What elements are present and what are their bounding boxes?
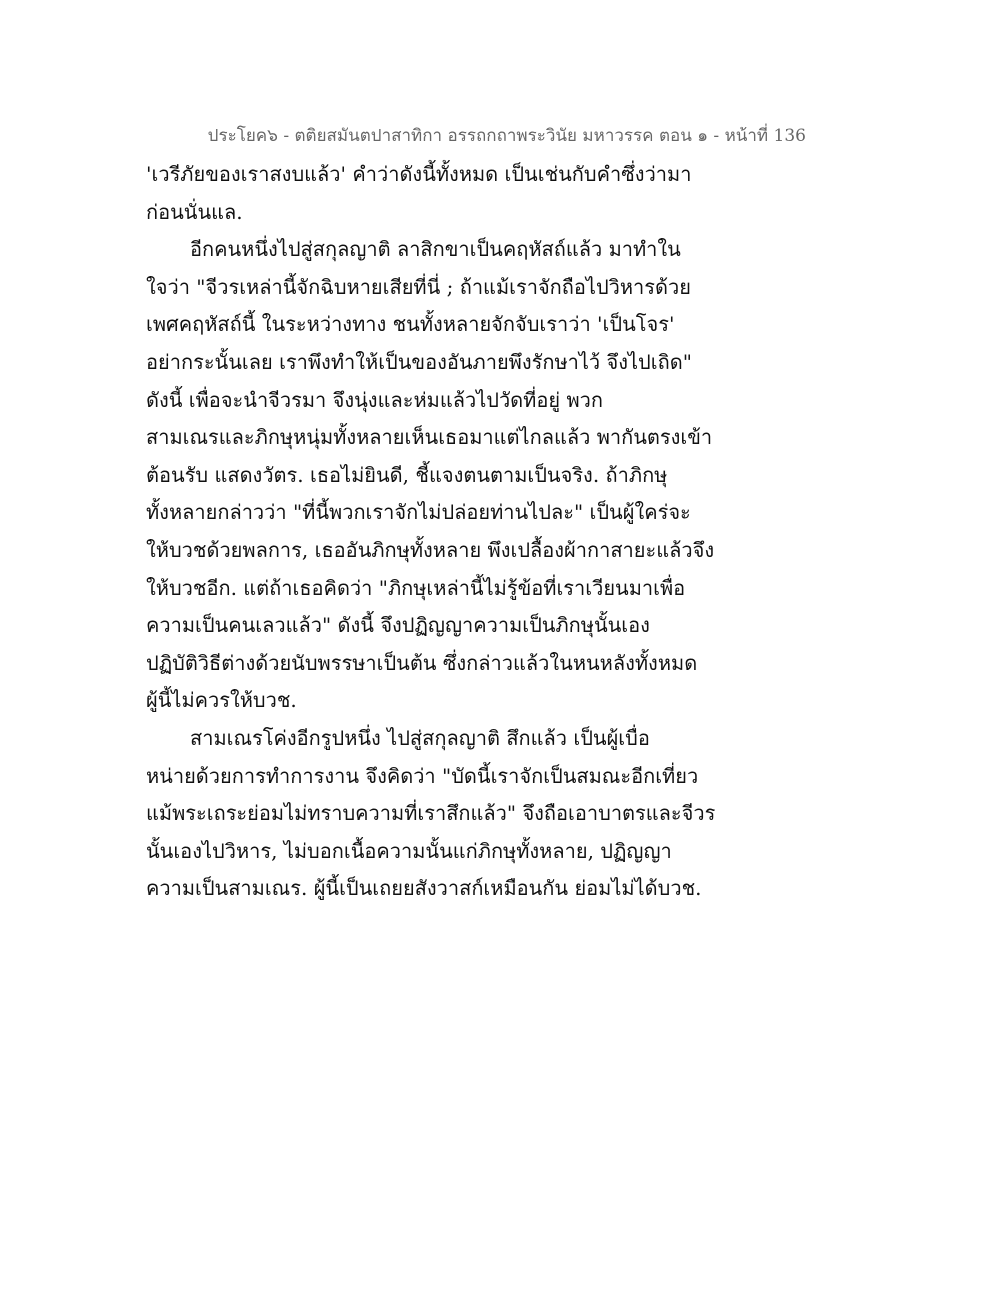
text-line: ใจว่า "จีวรเหล่านี้จักฉิบหายเสียที่นี่ ; ถ้าแม้เราจักถือไปวิหารด้วย <box>146 274 691 299</box>
text-line: ความเป็นคนเลวแล้ว" ดังนี้ จึงปฏิญญาความเป็นภิกษุนั้นเอง <box>146 613 650 638</box>
text-line: สามเณรและภิกษุหนุ่มทั้งหลายเห็นเธอมาแต่ไกลแล้ว พากันตรงเข้า <box>146 425 713 450</box>
text-line: เพศคฤหัสถ์นี้ ในระหว่างทาง ชนทั้งหลายจักจับเราว่า 'เป็นโจร' <box>146 312 675 337</box>
text-line: ผู้นี้ไม่ควรให้บวช. <box>146 688 297 713</box>
text-line: ความเป็นสามเณร. ผู้นี้เป็นเถยยสังวาสก์เหมือนกัน ย่อมไม่ได้บวช. <box>146 876 702 901</box>
text-line: อีกคนหนึ่งไปสู่สกุลญาติ ลาสิกขาเป็นคฤหัสถ์แล้ว มาทำใน <box>190 237 681 262</box>
text-line: ดังนี้ เพื่อจะนำจีวรมา จึงนุ่งและห่มแล้วไปวัดที่อยู่ พวก <box>146 387 603 412</box>
text-line: สามเณรโค่งอีกรูปหนึ่ง ไปสู่สกุลญาติ สึกแล้ว เป็นผู้เบื่อ <box>190 725 650 750</box>
text-line: นั้นเองไปวิหาร, ไม่บอกเนื้อความนั้นแก่ภิกษุทั้งหลาย, ปฏิญญา <box>146 838 672 863</box>
text-line: ให้บวชอีก. แต่ถ้าเธอคิดว่า "ภิกษุเหล่านี้ไม่รู้ข้อที่เราเวียนมาเพื่อ <box>146 575 686 600</box>
text-line: ก่อนนั่นแล. <box>146 199 243 224</box>
body-text <box>146 156 716 908</box>
text-line: ปฏิบัติวิธีต่างด้วยนับพรรษาเป็นต้น ซึ่งกล่าวแล้วในหนหลังทั้งหมด <box>146 650 698 675</box>
text-line: 'เวรีภัยของเราสงบแล้ว' คำว่าดังนี้ทั้งหมด เป็นเช่นกับคำซึ่งว่ามา <box>146 162 692 186</box>
text-line: หน่ายด้วยการทำการงาน จึงคิดว่า "บัดนี้เราจักเป็นสมณะอีกเที่ยว <box>146 763 699 788</box>
text-line: แม้พระเถระย่อมไม่ทราบความที่เราสึกแล้ว" จึงถือเอาบาตรและจีวร <box>146 801 716 826</box>
text-line: ทั้งหลายกล่าวว่า "ที่นี้พวกเราจักไม่ปล่อยท่านไปละ" เป็นผู้ใคร่จะ <box>146 500 691 525</box>
running-header: ประโยค๖ - ตติยสมันตปาสาทิกา อรรถกถาพระวินัย มหาวรรค ตอน ๑ - หน้าที่ 136 <box>207 126 806 146</box>
text-line: อย่ากระนั้นเลย เราพึงทำให้เป็นของอันภายพึงรักษาไว้ จึงไปเถิด" <box>146 349 692 374</box>
text-line: ต้อนรับ แสดงวัตร. เธอไม่ยินดี, ชี้แจงตนตามเป็นจริง. ถ้าภิกษุ <box>146 462 668 487</box>
text-line: ให้บวชด้วยพลการ, เธออันภิกษุทั้งหลาย พึงเปลื้องผ้ากาสายะแล้วจึง <box>146 537 715 562</box>
